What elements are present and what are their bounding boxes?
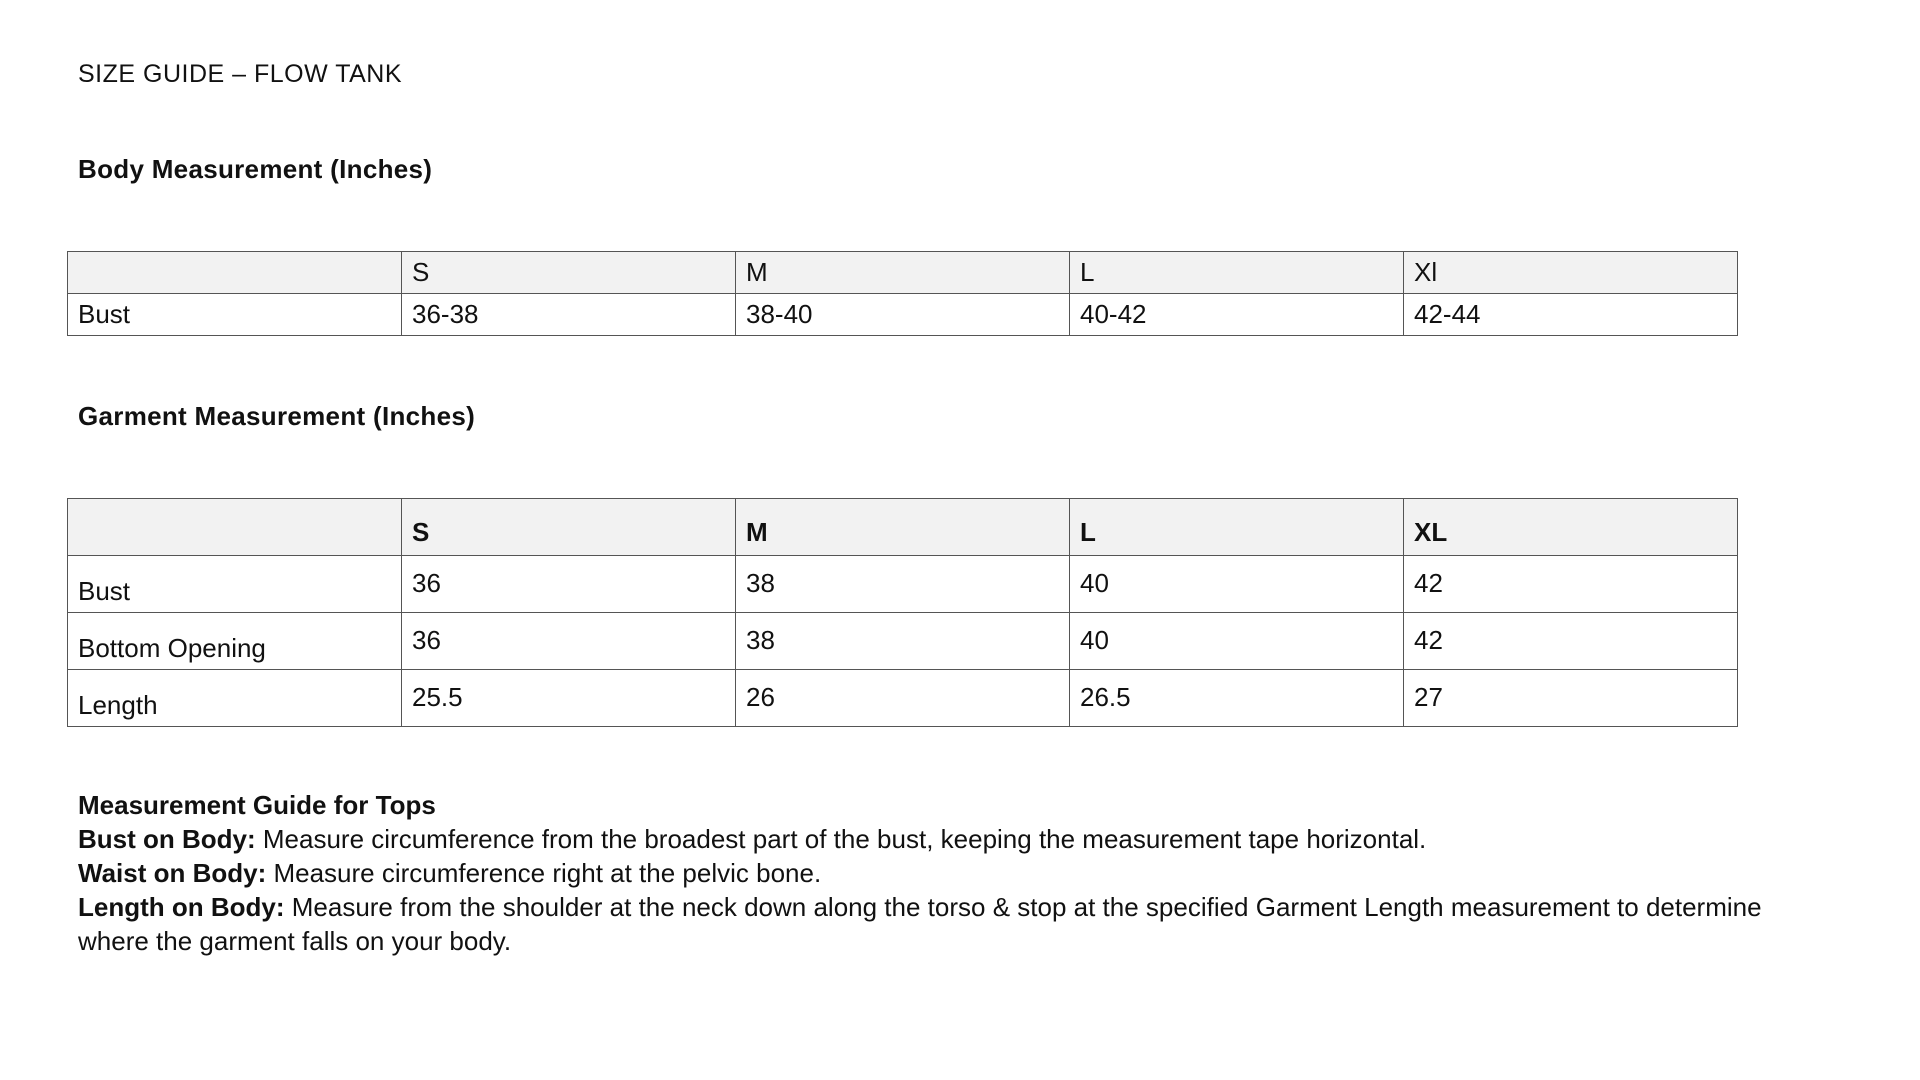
guide-item-length <box>78 890 1768 958</box>
table-cell: 36 <box>402 556 736 613</box>
table-cell: 26 <box>736 670 1070 727</box>
header-cell-size: L <box>1070 499 1404 556</box>
guide-term: Bust on Body: <box>78 824 256 854</box>
header-cell-size: Xl <box>1404 252 1738 294</box>
table-cell: 42 <box>1404 613 1738 670</box>
header-cell-empty <box>68 252 402 294</box>
table-cell: 40 <box>1070 613 1404 670</box>
header-cell-size: S <box>402 252 736 294</box>
row-label: Bust <box>68 556 402 613</box>
table-cell: 40 <box>1070 556 1404 613</box>
table-cell: 42 <box>1404 556 1738 613</box>
guide-item-bust <box>78 822 1768 856</box>
guide-text: Measure circumference from the broadest part of the bust, keeping the measurement tape horizontal. <box>255 824 1427 854</box>
table-cell: 38 <box>736 556 1070 613</box>
header-cell-size: XL <box>1404 499 1738 556</box>
row-label: Length <box>68 670 402 727</box>
guide-text: Measure circumference right at the pelvic bone. <box>266 858 822 888</box>
table-cell: 38-40 <box>736 294 1070 336</box>
table-cell: 38 <box>736 613 1070 670</box>
body-measurement-heading: Body Measurement (Inches) <box>78 154 433 184</box>
header-cell-size: M <box>736 499 1070 556</box>
garment-measurement-table <box>67 498 1738 727</box>
header-cell-empty <box>68 499 402 556</box>
table-row <box>68 613 1738 670</box>
table-cell: 42-44 <box>1404 294 1738 336</box>
guide-term: Waist on Body: <box>78 858 267 888</box>
table-header-row <box>68 499 1738 556</box>
guide-term: Length on Body: <box>78 892 285 922</box>
table-cell: 26.5 <box>1070 670 1404 727</box>
table-cell: 36-38 <box>402 294 736 336</box>
table-row <box>68 294 1738 336</box>
header-cell-size: M <box>736 252 1070 294</box>
table-cell: 36 <box>402 613 736 670</box>
header-cell-size: L <box>1070 252 1404 294</box>
table-cell: 40-42 <box>1070 294 1404 336</box>
table-cell: 27 <box>1404 670 1738 727</box>
guide-text: Measure from the shoulder at the neck down along the torso & stop at the specified Garment Length measurement to determine where the garment falls on your body. <box>78 892 1762 956</box>
table-row <box>68 670 1738 727</box>
body-measurement-table <box>67 251 1738 336</box>
row-label: Bottom Opening <box>68 613 402 670</box>
garment-measurement-heading: Garment Measurement (Inches) <box>78 401 476 431</box>
table-cell: 25.5 <box>402 670 736 727</box>
header-cell-size: S <box>402 499 736 556</box>
row-label: Bust <box>68 294 402 336</box>
guide-title: Measurement Guide for Tops <box>78 790 436 820</box>
page-title: SIZE GUIDE – FLOW TANK <box>78 60 403 88</box>
measurement-guide <box>78 788 1768 958</box>
guide-item-waist <box>78 856 1768 890</box>
table-header-row <box>68 252 1738 294</box>
table-row <box>68 556 1738 613</box>
